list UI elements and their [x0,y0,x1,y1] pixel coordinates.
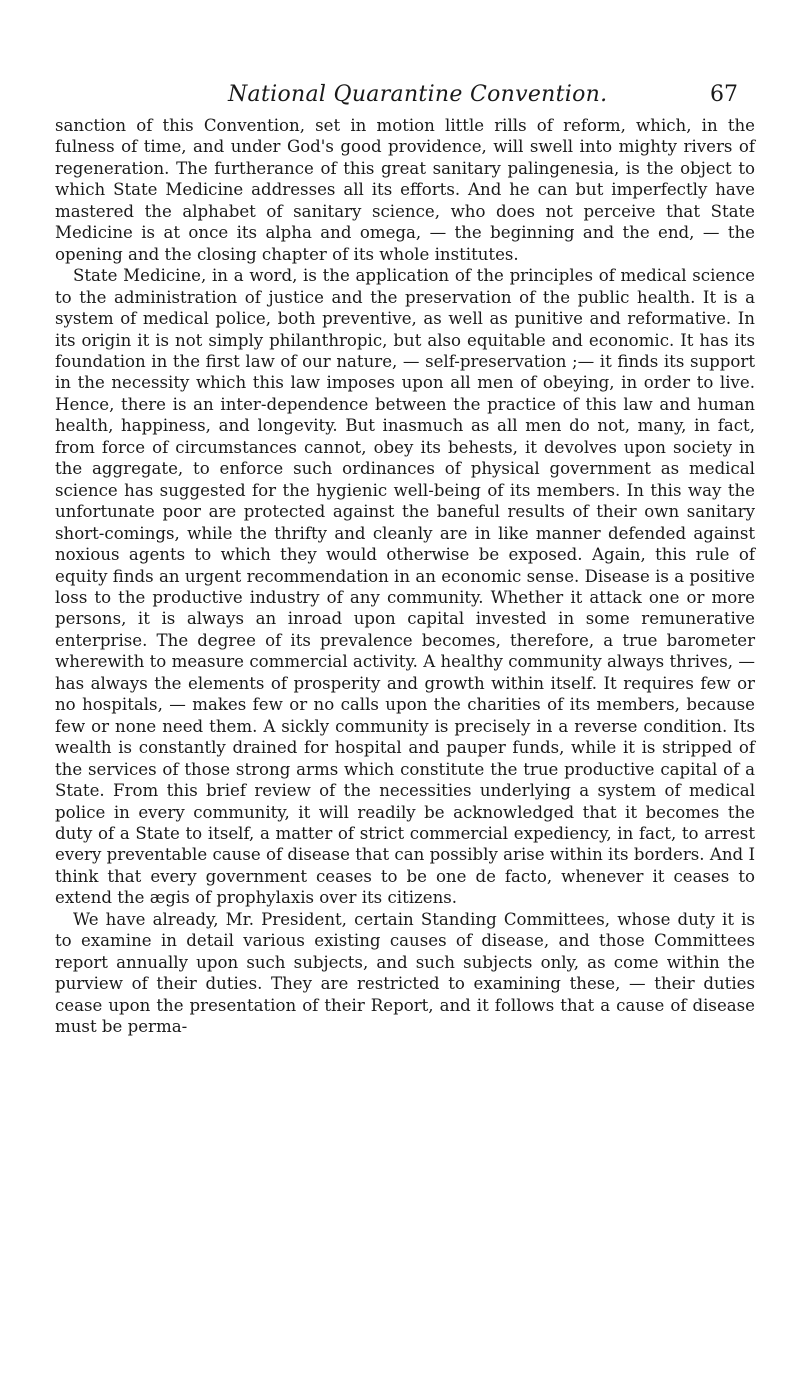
running-title: National Quarantine Convention. [228,82,608,107]
page-number: 67 [710,82,738,107]
paragraph-continuation: sanction of this Convention, set in motion little rills of reform, which, in the fulness of time, and under God's good providence, will swell into mighty rivers of regeneration. The furtherance of this great sanitary palingenesia, is the object to which State Medicine addresses all its efforts. And he can but imperfectly have mastered the alphabet of sanitary science, who does not perceive that State Medicine is at once its alpha and omega, — the beginning and the end, — the opening and the closing chapter of its whole institutes. [55,116,755,264]
page-header [48,82,752,110]
paragraph-state-medicine: State Medicine, in a word, is the application of the principles of medical science to the administration of justice and the preservation of the public health. It is a system of medical police, both preventive, as well as punitive and reformative. In its origin it is not simply philanthropic, but also equitable and economic. It has its foundation in the first law of our nature, — self-preservation ;— it finds its support in the necessity which this law imposes upon all men of obeying, in order to live. Hence, there is an inter-dependence between the practice of this law and human health, happiness, and longevity. But inasmuch as all men do not, many, in fact, from force of circumstances cannot, obey its behests, it devolves upon society in the aggregate, to enforce such ordinances of physical government as medical science has suggested for the hygienic well-being of its members. In this way the unfortunate poor are protected against the baneful results of their own sanitary short-comings, while the thrifty and cleanly are in like manner defended against noxious agents to which they would otherwise be exposed. Again, this rule of equity finds an urgent recommendation in an economic sense. Disease is a positive loss to the productive industry of any community. Whether it attack one or more persons, it is always an inroad upon capital invested in some remunerative enterprise. The degree of its prevalence becomes, therefore, a true barometer wherewith to measure commercial activity. A healthy community always thrives, — has always the elements of prosperity and growth within itself. It requires few or no hospitals, — makes few or no calls upon the charities of its members, because few or none need them. A sickly community is precisely in a reverse condition. Its wealth is constantly drained for hospital and pauper funds, while it is stripped of the services of those strong arms which constitute the true productive capital of a State. From this brief review of the necessities underlying a system of medical police in every community, it will readily be acknowledged that it becomes the duty of a State to itself, a matter of strict commercial expediency, in fact, to arrest every preventable cause of disease that can possibly arise within its borders. And I think that every government ceases to be one de facto, whenever it ceases to extend the ægis of prophylaxis over its citizens. [55,266,755,908]
paragraph-standing-committees: We have already, Mr. President, certain Standing Committees, whose duty it is to examine in detail various existing causes of disease, and those Committees report annually upon such subjects, and such subjects only, as come within the purview of their duties. They are restricted to examining these, — their duties cease upon the presentation of their Report, and it follows that a cause of disease must be perma- [55,909,755,1037]
body-text [55,115,755,1037]
